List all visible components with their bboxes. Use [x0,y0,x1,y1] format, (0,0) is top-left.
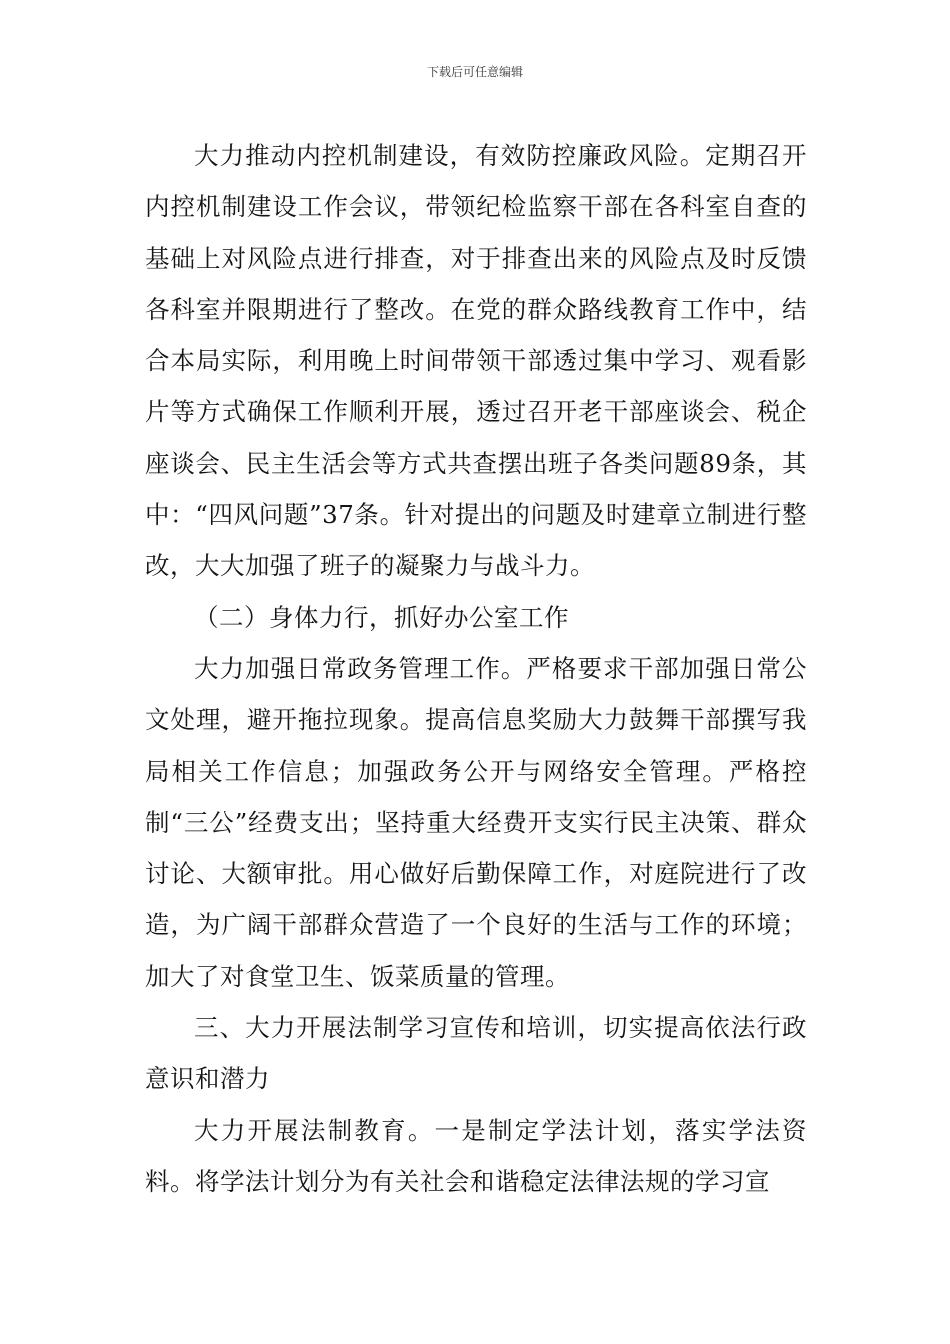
section-heading-office-work: （二）身体力行，抓好办公室工作 [194,602,569,632]
page-header: 下载后可任意编辑 [426,65,523,79]
paragraph-government-affairs: 大力加强日常政务管理工作。严格要求干部加强日常公文处理，避开拖拉现象。提高信息奖励大力鼓舞干部撰写我局相关工作信息；加强政务公开与网络安全管理。严格控制“三公”经费支出；坚持重大经费开支实行民主决策、群众讨论、大额审批。用心做好后勤保障工作，对庭院进行了改造，为广阔干部群众营造了一个良好的生活与工作的环境；加大了对食堂卫生、饭菜质量的管理。 [145,653,807,991]
paragraph-legal-education: 大力开展法制教育。一是制定学法计划，落实学法资料。将学法计划分为有关社会和谐稳定法律法规的学习宣 [145,1115,807,1196]
document-body [145,130,807,1207]
paragraph-internal-control: 大力推动内控机制建设，有效防控廉政风险。定期召开内控机制建设工作会议，带领纪检监察干部在各科室自查的基础上对风险点进行排查，对于排查出来的风险点及时反馈各科室并限期进行了整改。在党的群众路线教育工作中，结合本局实际，利用晚上时间带领干部透过集中学习、观看影片等方式确保工作顺利开展，透过召开老干部座谈会、税企座谈会、民主生活会等方式共查摆出班子各类问题89条，其中：“四风问题”37条。针对提出的问题及时建章立制进行整改，大大加强了班子的凝聚力与战斗力。 [145,141,807,581]
section-heading-legal-education: 三、大力开展法制学习宣传和培训，切实提高依法行政意识和潜力 [145,1013,807,1094]
